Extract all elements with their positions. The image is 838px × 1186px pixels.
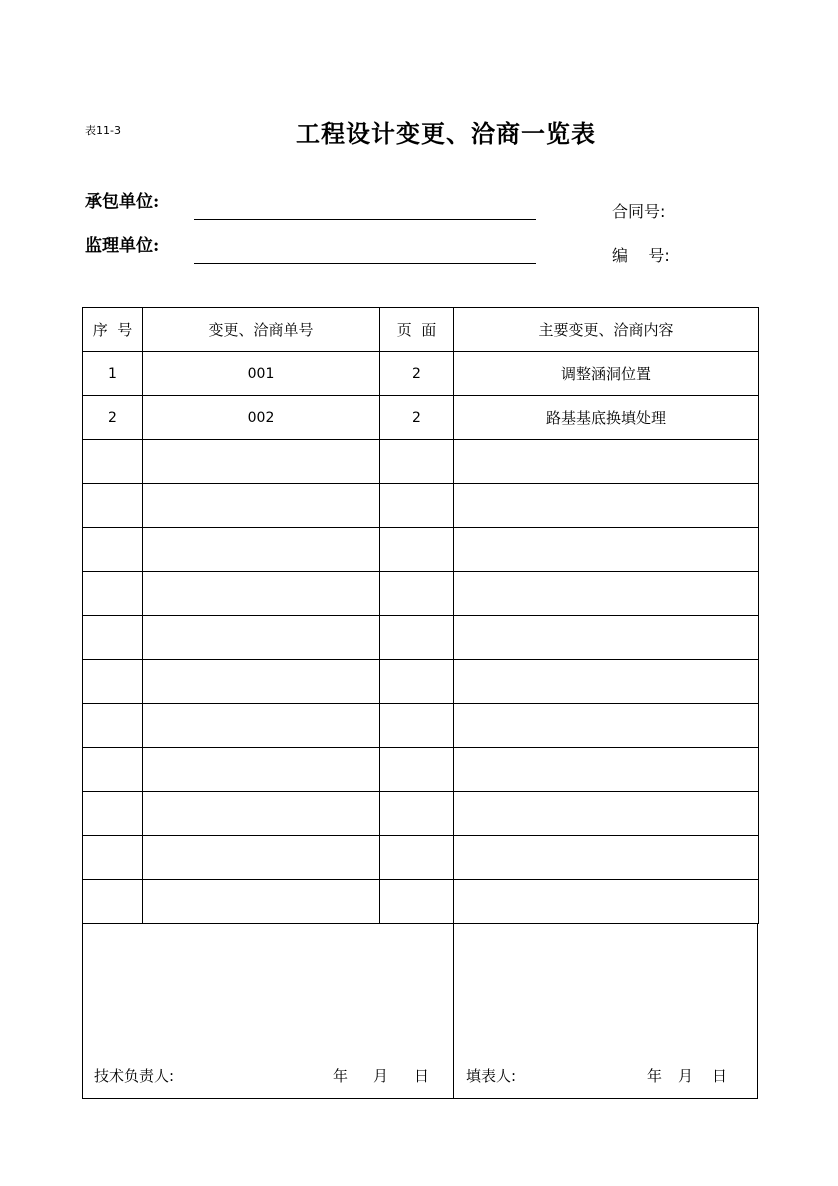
cell-content [454, 792, 759, 836]
cell-seq [83, 792, 143, 836]
cell-page [380, 440, 454, 484]
fill-month-label: 月 [678, 1067, 694, 1085]
cell-seq [83, 836, 143, 880]
sign-day-label: 日 [414, 1067, 430, 1085]
cell-page [380, 572, 454, 616]
filler-label: 填表人: [466, 1067, 517, 1085]
table-row [83, 704, 759, 748]
technical-lead-signature-box[interactable] [82, 923, 454, 1099]
supervisor-field-line[interactable] [194, 263, 536, 264]
cell-page: 2 [380, 396, 454, 440]
table-header-row [83, 308, 759, 352]
table-row [83, 484, 759, 528]
cell-content [454, 440, 759, 484]
cell-page: 2 [380, 352, 454, 396]
form-number: 表11-3 [85, 124, 121, 137]
cell-seq [83, 484, 143, 528]
table-row [83, 616, 759, 660]
cell-change-no [143, 484, 380, 528]
supervisor-label: 监理单位: [85, 236, 160, 256]
column-header-change-no: 变更、洽商单号 [143, 308, 380, 352]
cell-change-no: 001 [143, 352, 380, 396]
cell-seq [83, 660, 143, 704]
cell-seq [83, 880, 143, 924]
cell-change-no [143, 440, 380, 484]
cell-seq [83, 616, 143, 660]
fill-year-label: 年 [647, 1067, 663, 1085]
cell-page [380, 484, 454, 528]
cell-seq [83, 528, 143, 572]
table-row [83, 572, 759, 616]
technical-lead-label: 技术负责人: [94, 1067, 175, 1085]
table-row [83, 440, 759, 484]
cell-seq [83, 748, 143, 792]
cell-change-no [143, 616, 380, 660]
table-row [83, 396, 759, 440]
cell-change-no [143, 704, 380, 748]
contractor-label: 承包单位: [85, 192, 160, 212]
cell-seq [83, 440, 143, 484]
cell-content: 调整涵洞位置 [454, 352, 759, 396]
serial-no-label: 编 号: [612, 246, 670, 265]
column-header-seq: 序 号 [83, 308, 143, 352]
change-list-table [82, 307, 759, 924]
cell-page [380, 748, 454, 792]
page-title: 工程设计变更、洽商一览表 [296, 119, 596, 148]
contract-no-label: 合同号: [612, 202, 666, 221]
sign-month-label: 月 [373, 1067, 389, 1085]
cell-seq [83, 704, 143, 748]
cell-change-no [143, 660, 380, 704]
cell-change-no [143, 880, 380, 924]
table-row [83, 528, 759, 572]
cell-page [380, 528, 454, 572]
cell-content [454, 616, 759, 660]
table-row [83, 748, 759, 792]
cell-change-no [143, 748, 380, 792]
cell-change-no [143, 792, 380, 836]
cell-page [380, 880, 454, 924]
cell-page [380, 616, 454, 660]
cell-content [454, 836, 759, 880]
cell-content [454, 572, 759, 616]
cell-content [454, 660, 759, 704]
cell-content [454, 528, 759, 572]
cell-seq: 1 [83, 352, 143, 396]
cell-page [380, 704, 454, 748]
column-header-content: 主要变更、洽商内容 [454, 308, 759, 352]
cell-page [380, 836, 454, 880]
cell-change-no [143, 528, 380, 572]
cell-change-no [143, 836, 380, 880]
table-row [83, 836, 759, 880]
cell-page [380, 792, 454, 836]
filler-signature-box[interactable] [453, 923, 758, 1099]
cell-content [454, 880, 759, 924]
table-row [83, 792, 759, 836]
fill-day-label: 日 [712, 1067, 728, 1085]
cell-content [454, 704, 759, 748]
table-row [83, 880, 759, 924]
sign-year-label: 年 [333, 1067, 349, 1085]
cell-change-no: 002 [143, 396, 380, 440]
cell-change-no [143, 572, 380, 616]
cell-page [380, 660, 454, 704]
cell-seq: 2 [83, 396, 143, 440]
table-row [83, 660, 759, 704]
cell-content: 路基基底换填处理 [454, 396, 759, 440]
cell-seq [83, 572, 143, 616]
column-header-page: 页 面 [380, 308, 454, 352]
contractor-field-line[interactable] [194, 219, 536, 220]
cell-content [454, 484, 759, 528]
cell-content [454, 748, 759, 792]
table-row [83, 352, 759, 396]
